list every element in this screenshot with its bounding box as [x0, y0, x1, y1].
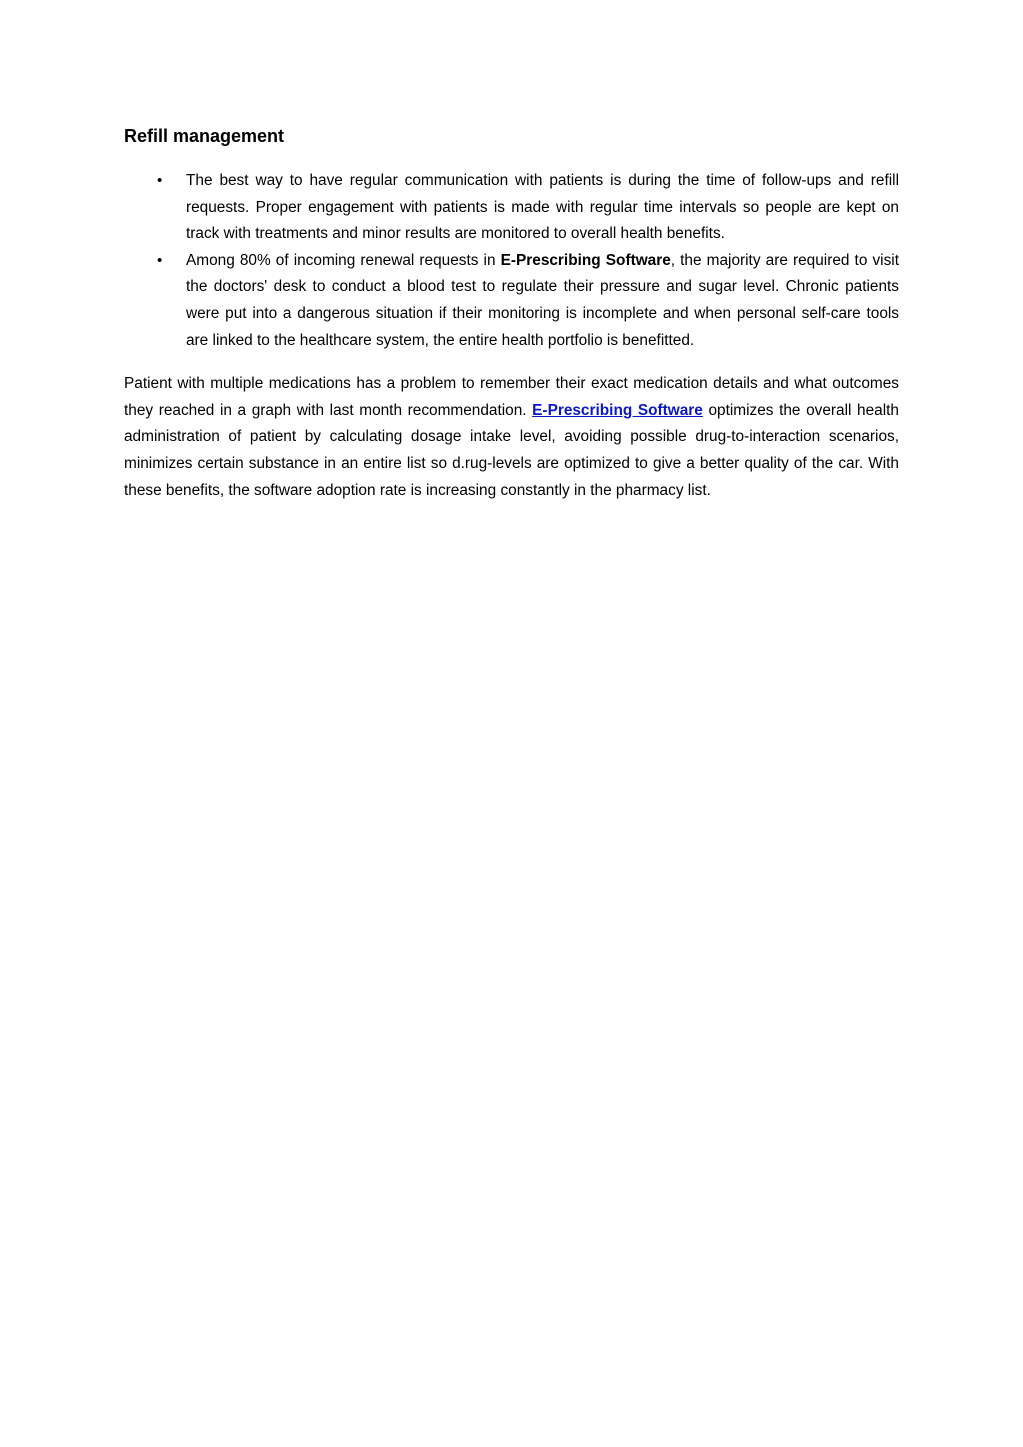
- bullet-text-after: , the majority are required to visit the doctors' desk to conduct a blood test to regulate their pressure and sugar level. Chronic patients were put into a dangerous situation if their monitoring is incomplete and when personal self-care tools are linked to the healthcare system, the entire health portfolio is benefitted.: [186, 251, 899, 349]
- bullet-icon: •: [157, 251, 163, 269]
- list-item: [124, 248, 899, 354]
- bullet-text-before: Among 80% of incoming renewal requests in: [186, 251, 501, 269]
- paragraph-text-before: Patient with multiple medications has a problem to remember their exact medication details and what outcomes they reached in a graph with last month recommendation.: [124, 375, 899, 419]
- bold-product-name: E-Prescribing Software: [500, 251, 671, 269]
- bullet-list: [124, 168, 899, 354]
- bullet-text: The best way to have regular communication with patients is during the time of follow-ups and refill requests. Proper engagement with patients is made with regular time intervals so people are kept on track with treatments and minor results are monitored to overall health benefits.: [186, 172, 899, 243]
- paragraph-text-after: optimizes the overall health administration of patient by calculating dosage intake level, avoiding possible drug-to-interaction scenarios, minimizes certain substance in an entire list so d.rug-levels are optimized to give a better quality of the car. With these benefits, the software adoption rate is increasing constantly in the pharmacy list.: [124, 401, 899, 499]
- document-page: [124, 122, 899, 504]
- bullet-icon: •: [157, 172, 163, 189]
- body-paragraph: [124, 371, 899, 504]
- section-heading: Refill management: [124, 126, 285, 146]
- list-item: [124, 168, 899, 248]
- e-prescribing-software-link[interactable]: E-Prescribing Software: [532, 401, 703, 419]
